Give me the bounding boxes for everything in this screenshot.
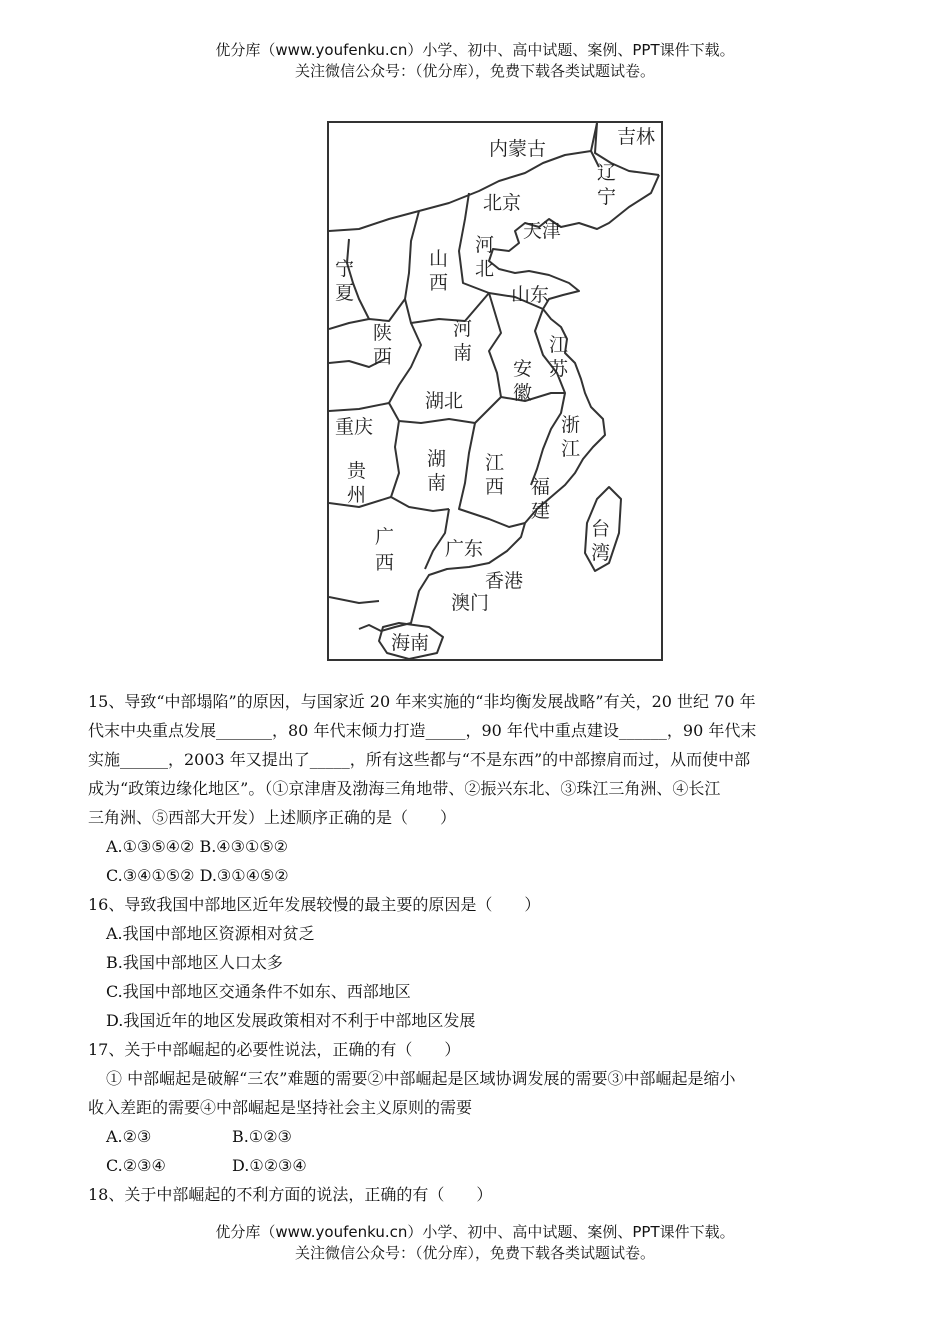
q15-options-row-2 xyxy=(88,861,864,890)
label-fujian-2: 建 xyxy=(531,500,551,522)
label-liaoning-1: 辽 xyxy=(597,162,617,184)
label-shanxi-1: 山 xyxy=(429,248,449,270)
q15-line-5: 三角洲、⑤西部大开发）上述顺序正确的是（ ） xyxy=(88,808,457,827)
label-beijing: 北京 xyxy=(483,192,522,214)
label-shaanxi-1: 陕 xyxy=(373,322,393,344)
label-neimenggu: 内蒙古 xyxy=(489,138,547,160)
label-aomen: 澳门 xyxy=(451,592,490,614)
question-15 xyxy=(88,687,864,1209)
boundary-1 xyxy=(329,151,591,231)
q16-option-c[interactable]: C.我国中部地区交通条件不如东、西部地区 xyxy=(106,982,411,1001)
q18-stem: 18、关于中部崛起的不利方面的说法，正确的有（ ） xyxy=(88,1185,493,1204)
q17-stem: 17、关于中部崛起的必要性说法，正确的有（ ） xyxy=(88,1040,461,1059)
label-guangdong: 广东 xyxy=(445,538,484,560)
q15-option-c[interactable]: C.③④①⑤② xyxy=(106,866,195,885)
label-zhejiang-1: 浙 xyxy=(561,414,581,436)
q15-line-3: 实施______，2003 年又提出了_____，所有这些都与“不是东西”的中部擦肩而过，从而使中部 xyxy=(88,750,751,769)
q16-option-a[interactable]: A.我国中部地区资源相对贫乏 xyxy=(106,924,315,943)
boundary-10 xyxy=(329,403,389,411)
label-guangxi-2: 西 xyxy=(375,552,395,574)
q16-option-b[interactable]: B.我国中部地区人口太多 xyxy=(106,953,283,972)
header-line-2: 关注微信公众号：（优分库），免费下载各类试题试卷。 xyxy=(294,62,655,80)
label-anhui-2: 徽 xyxy=(513,382,533,404)
label-shandong: 山东 xyxy=(511,284,550,306)
q17-option-c[interactable]: C.②③④ xyxy=(106,1156,166,1175)
label-xianggang: 香港 xyxy=(485,570,524,592)
label-hebei-1: 河 xyxy=(475,234,495,256)
label-liaoning-2: 宁 xyxy=(597,186,617,208)
label-tianjin: 天津 xyxy=(523,220,562,242)
label-henan-1: 河 xyxy=(453,318,473,340)
label-taiwan-2: 湾 xyxy=(591,542,611,564)
label-hunan-2: 南 xyxy=(427,472,447,494)
header-line-1: 优分库（www.youfenku.cn）小学、初中、高中试题、案例、PPT课件下载。 xyxy=(215,41,735,59)
label-ningxia-2: 夏 xyxy=(335,282,355,304)
label-shaanxi-2: 西 xyxy=(373,346,393,368)
label-hunan-1: 湖 xyxy=(427,448,447,470)
q16-option-d[interactable]: D.我国近年的地区发展政策相对不利于中部地区发展 xyxy=(106,1011,476,1030)
q16-stem: 16、导致我国中部地区近年发展较慢的最主要的原因是（ ） xyxy=(88,895,541,914)
label-hebei-2: 北 xyxy=(475,258,495,280)
q15-line-4: 成为“政策边缘化地区”。（①京津唐及渤海三角地带、②振兴东北、③珠江三角洲、④长江 xyxy=(88,779,721,798)
label-jiangxi-1: 江 xyxy=(485,452,505,474)
q17-options-row-2 xyxy=(88,1151,864,1180)
label-guizhou-1: 贵 xyxy=(347,460,367,482)
label-guizhou-2: 州 xyxy=(347,484,367,506)
page-header xyxy=(0,40,950,82)
q15-option-d[interactable]: D.③①④⑤② xyxy=(199,866,289,885)
q17-option-d[interactable]: D.①②③④ xyxy=(232,1156,307,1175)
label-jiangxi-2: 西 xyxy=(485,476,505,498)
boundary-12 xyxy=(459,423,525,527)
label-jiangsu-2: 苏 xyxy=(549,358,569,380)
china-east-map xyxy=(327,121,663,661)
label-chongqing: 重庆 xyxy=(335,416,374,438)
q17-option-b[interactable]: B.①②③ xyxy=(232,1127,292,1146)
q15-option-a[interactable]: A.①③⑤④② xyxy=(106,837,195,856)
label-shanxi-2: 西 xyxy=(429,272,449,294)
q15-line-2: 代末中央重点发展_______，80 年代末倾力打造_____，90 年代中重点建设______，90 年代末 xyxy=(88,721,757,740)
q17-option-a[interactable]: A.②③ xyxy=(106,1127,152,1146)
label-hubei: 湖北 xyxy=(425,390,464,412)
label-guangxi-1: 广 xyxy=(375,526,395,548)
footer-line-2: 关注微信公众号：（优分库），免费下载各类试题试卷。 xyxy=(294,1244,655,1262)
q17-options-row-1 xyxy=(88,1122,864,1151)
label-zhejiang-2: 江 xyxy=(561,438,581,460)
label-anhui-1: 安 xyxy=(513,358,533,380)
q15-line-1: 15、导致“中部塌陷”的原因，与国家近 20 年来实施的“非均衡发展战略”有关，20 世纪 70 年 xyxy=(88,692,756,711)
boundary-6 xyxy=(489,293,501,397)
label-fujian-1: 福 xyxy=(531,476,551,498)
page-footer xyxy=(0,1222,950,1264)
boundary-9 xyxy=(501,393,565,401)
label-jilin: 吉林 xyxy=(617,126,656,148)
map-drawing xyxy=(329,123,661,659)
q17-line-2: 收入差距的需要④中部崛起是坚持社会主义原则的需要 xyxy=(88,1098,473,1117)
q17-line-1: ① 中部崛起是破解“三农”难题的需要②中部崛起是区域协调发展的需要③中部崛起是缩小 xyxy=(106,1069,736,1088)
label-ningxia-1: 宁 xyxy=(335,258,355,280)
q15-option-b[interactable]: B.④③①⑤② xyxy=(199,837,289,856)
label-henan-2: 南 xyxy=(453,342,473,364)
q15-options-row-1 xyxy=(88,832,864,861)
footer-line-1: 优分库（www.youfenku.cn）小学、初中、高中试题、案例、PPT课件下载。 xyxy=(215,1223,735,1241)
label-jiangsu-1: 江 xyxy=(549,334,569,356)
label-taiwan-1: 台 xyxy=(591,518,611,540)
label-hainan: 海南 xyxy=(391,632,430,654)
